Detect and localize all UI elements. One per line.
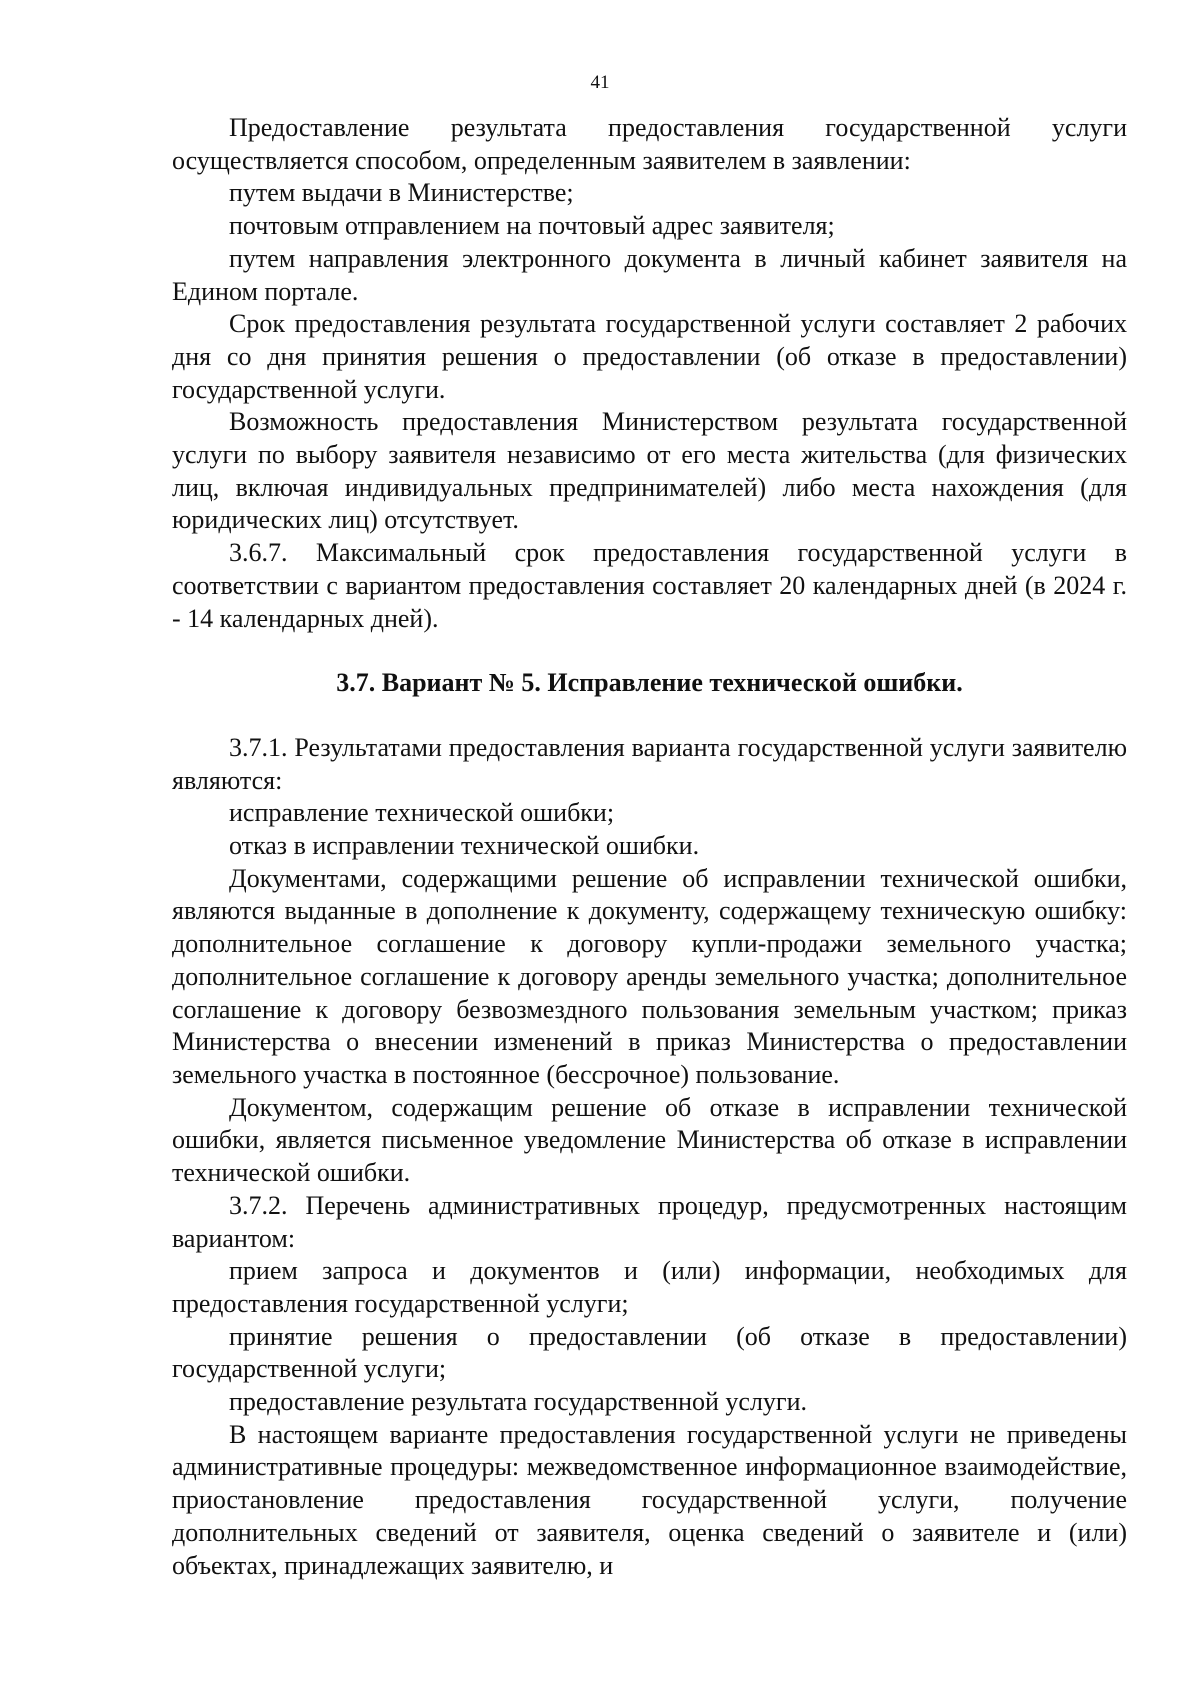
list-item: путем выдачи в Министерстве; bbox=[229, 178, 574, 208]
list-item: путем направления электронного документа в личный кабинет заявителя на Едином портале. bbox=[172, 243, 1127, 306]
paragraph: 3.6.7. Максимальный срок предоставления государственной услуги в соответствии с вариантом предоставления составляет 20 календарных дней (в 2024 г. - 14 календарных дней). bbox=[172, 538, 1127, 633]
list-item: исправление технической ошибки; bbox=[229, 798, 615, 828]
paragraph: Документами, содержащими решение об исправлении технической ошибки, являются выданные в дополнение к документу, содержащему техническую ошибку: дополнительное соглашение к договору купли-продажи земельного участка; дополнительное соглашение к договору аренды земельного участка; дополнительное соглашение к договору безвозмездного пользования земельным участком; приказ Министерства о внесении изменений в приказ Министерства о предоставлении земельного участка в постоянное (бессрочное) пользование. bbox=[172, 863, 1127, 1089]
paragraph: В настоящем варианте предоставления государственной услуги не приведены административные процедуры: межведомственное информационное взаимодействие, приостановление предоставления государственной услуги, получение дополнительных сведений от заявителя, оценка сведений о заявителе и (или) объектах, принадлежащих заявителю, и bbox=[172, 1419, 1127, 1580]
document-body bbox=[172, 112, 1127, 1582]
list-item: почтовым отправлением на почтовый адрес заявителя; bbox=[229, 211, 835, 241]
list-item: отказ в исправлении технической ошибки. bbox=[229, 831, 700, 861]
section-heading: 3.7. Вариант № 5. Исправление технической ошибки. bbox=[336, 668, 963, 698]
paragraph: 3.7.2. Перечень административных процедур, предусмотренных настоящим вариантом: bbox=[172, 1190, 1127, 1253]
paragraph: Срок предоставления результата государственной услуги составляет 2 рабочих дня со дня принятия решения о предоставлении (об отказе в предоставлении) государственной услуги. bbox=[172, 309, 1127, 404]
paragraph: Предоставление результата предоставления государственной услуги осуществляется способом, определенным заявителем в заявлении: bbox=[172, 113, 1127, 175]
list-item: прием запроса и документов и (или) информации, необходимых для предоставления государственной услуги; bbox=[172, 1256, 1127, 1318]
list-item: предоставление результата государственной услуги. bbox=[229, 1387, 808, 1417]
page-number: 41 bbox=[590, 72, 610, 93]
paragraph: 3.7.1. Результатами предоставления варианта государственной услуги заявителю являются: bbox=[172, 732, 1127, 795]
paragraph: Возможность предоставления Министерством результата государственной услуги по выбору заявителя независимо от его места жительства (для физических лиц, включая индивидуальных предпринимателей) либо места нахождения (для юридических лиц) отсутствует. bbox=[172, 407, 1127, 535]
list-item: принятие решения о предоставлении (об отказе в предоставлении) государственной услуги; bbox=[172, 1321, 1127, 1384]
paragraph: Документом, содержащим решение об отказе в исправлении технической ошибки, является письменное уведомление Министерства об отказе в исправлении технической ошибки. bbox=[172, 1092, 1127, 1188]
